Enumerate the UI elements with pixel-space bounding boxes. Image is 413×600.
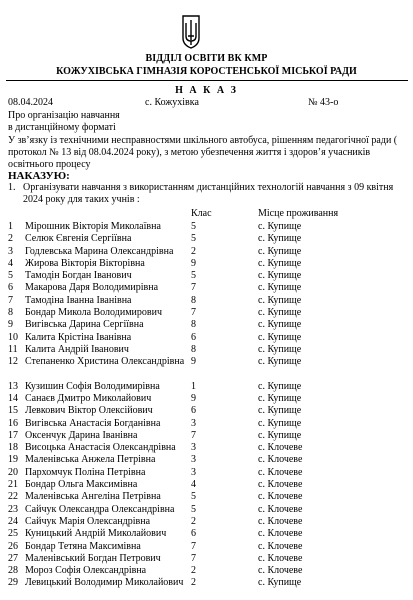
row-number: 25 xyxy=(8,528,18,540)
table-row xyxy=(0,405,413,417)
student-class: 5 xyxy=(191,491,196,503)
table-row xyxy=(0,295,413,307)
table-row xyxy=(0,393,413,405)
student-name: Тамодіна Іванна Іванівна xyxy=(25,294,132,306)
student-name: Вигівська Анастасія Богданівна xyxy=(25,417,161,429)
row-number: 23 xyxy=(8,503,18,515)
student-residence: с. Купище xyxy=(258,429,302,441)
student-class: 3 xyxy=(191,417,196,429)
student-class: 6 xyxy=(191,528,196,540)
student-class: 2 xyxy=(191,577,196,589)
row-number: 20 xyxy=(8,466,18,478)
student-name: Калита Крістіна Іванівна xyxy=(25,331,132,343)
table-row xyxy=(0,246,413,258)
student-residence: с. Клочеве xyxy=(258,515,303,527)
student-residence: с. Купище xyxy=(258,380,302,392)
school-title: КОЖУХІВСЬКА ГІМНАЗІЯ КОРОСТЕНСЬКОЇ МІСЬКОЇ РАДИ xyxy=(56,66,357,77)
student-residence: с. Купище xyxy=(258,405,302,417)
table-row xyxy=(0,491,413,503)
student-name: Левицький Володимир Миколайович xyxy=(25,577,184,589)
table-row xyxy=(0,418,413,430)
student-name: Сайчук Марія Олександрівна xyxy=(25,515,151,527)
row-number: 12 xyxy=(8,356,18,368)
student-residence: с. Клочеве xyxy=(258,565,303,577)
student-residence: с. Клочеве xyxy=(258,442,303,454)
student-residence: с. Купище xyxy=(258,343,302,355)
student-residence: с. Купище xyxy=(258,233,302,245)
student-name: Годлевська Марина Олександрівна xyxy=(25,245,174,257)
student-residence: с. Купище xyxy=(258,392,302,404)
student-class: 3 xyxy=(191,454,196,466)
student-class: 7 xyxy=(191,307,196,319)
student-class: 8 xyxy=(191,319,196,331)
student-class: 5 xyxy=(191,503,196,515)
order-number: № 43-о xyxy=(308,97,339,108)
student-residence: с. Клочеве xyxy=(258,491,303,503)
row-number: 18 xyxy=(8,442,18,454)
order-place: с. Кожухівка xyxy=(145,97,199,108)
student-name: Степаненко Христина Олександрівна xyxy=(25,356,185,368)
subject-line-2: в дистанційному форматі xyxy=(8,122,116,133)
table-row xyxy=(0,577,413,589)
row-number: 15 xyxy=(8,405,18,417)
student-class: 8 xyxy=(191,294,196,306)
student-residence: с. Купище xyxy=(258,356,302,368)
row-number: 2 xyxy=(8,233,13,245)
student-residence: с. Купище xyxy=(258,245,302,257)
student-residence: с. Купище xyxy=(258,319,302,331)
table-row xyxy=(0,467,413,479)
table-row xyxy=(0,381,413,393)
student-name: Бондар Микола Володимирович xyxy=(25,307,162,319)
student-residence: с. Клочеве xyxy=(258,528,303,540)
student-name: Мороз Софія Олександрівна xyxy=(25,565,147,577)
student-name: Макарова Даря Володимирівна xyxy=(25,282,159,294)
student-name: Кузишин Софія Володимирівна xyxy=(25,380,160,392)
student-residence: с. Купище xyxy=(258,417,302,429)
row-number: 5 xyxy=(8,270,13,282)
table-row xyxy=(0,565,413,577)
table-row xyxy=(0,282,413,294)
trident-emblem-icon xyxy=(180,14,202,50)
student-class: 6 xyxy=(191,331,196,343)
row-number: 4 xyxy=(8,257,13,269)
student-name: Жирова Вікторія Вікторівна xyxy=(25,257,145,269)
student-name: Бондар Тетяна Максимівна xyxy=(25,540,141,552)
student-name: Маленівська Ангеліна Петрівна xyxy=(25,491,161,503)
student-residence: с. Клочеве xyxy=(258,479,303,491)
table-row xyxy=(0,356,413,380)
table-row xyxy=(0,479,413,491)
row-number: 14 xyxy=(8,392,18,404)
student-name: Висоцька Анастасія Олександрівна xyxy=(25,442,176,454)
item-number: 1. xyxy=(8,182,16,193)
student-class: 9 xyxy=(191,392,196,404)
student-residence: с. Купище xyxy=(258,221,302,232)
department-title: ВІДДІЛ ОСВІТИ ВК КМР xyxy=(145,53,268,64)
column-header-residence: Місце проживання xyxy=(258,208,339,219)
student-residence: с. Клочеве xyxy=(258,503,303,515)
student-name: Сайчук Олександра Олександрівна xyxy=(25,503,175,515)
student-residence: с. Купище xyxy=(258,282,302,294)
table-row xyxy=(0,332,413,344)
row-number: 28 xyxy=(8,565,18,577)
student-residence: с. Купище xyxy=(258,294,302,306)
student-class: 2 xyxy=(191,515,196,527)
row-number: 13 xyxy=(8,380,18,392)
table-row xyxy=(0,504,413,516)
row-number: 29 xyxy=(8,577,18,589)
student-class: 5 xyxy=(191,221,196,232)
header-divider xyxy=(6,80,408,81)
row-number: 3 xyxy=(8,245,13,257)
student-name: Левкович Віктор Олексійович xyxy=(25,405,153,417)
subject-line-1: Про організацію навчання xyxy=(8,110,120,121)
row-number: 19 xyxy=(8,454,18,466)
student-name: Санаєв Дмитро Миколайович xyxy=(25,392,152,404)
table-row xyxy=(0,233,413,245)
row-number: 8 xyxy=(8,307,13,319)
student-residence: с. Клочеве xyxy=(258,552,303,564)
student-name: Калита Андрій Іванович xyxy=(25,343,129,355)
table-row xyxy=(0,454,413,466)
student-residence: с. Купище xyxy=(258,577,302,589)
student-residence: с. Купище xyxy=(258,257,302,269)
student-class: 8 xyxy=(191,343,196,355)
order-heading: НАКАЗУЮ: xyxy=(8,170,70,182)
column-header-class: Клас xyxy=(191,208,212,219)
student-class: 9 xyxy=(191,356,196,368)
table-row xyxy=(0,307,413,319)
student-class: 1 xyxy=(191,380,196,392)
student-residence: с. Клочеве xyxy=(258,466,303,478)
row-number: 7 xyxy=(8,294,13,306)
table-row xyxy=(0,430,413,442)
table-row xyxy=(0,270,413,282)
student-name: Оксенчук Дарина Іванівна xyxy=(25,429,138,441)
student-class: 7 xyxy=(191,282,196,294)
table-row xyxy=(0,319,413,331)
table-row xyxy=(0,528,413,540)
student-class: 7 xyxy=(191,540,196,552)
table-row xyxy=(0,553,413,565)
preamble-text: У зв’язку із технічними несправностями шкільного автобуса, рішенням педагогічної ради ( протокол № 13 від 08.04.2024 року), з метою убезпечення життя і здоров’я учасників освітнього процесу xyxy=(8,135,398,170)
student-name: Куницький Андрій Миколайович xyxy=(25,528,167,540)
student-residence: с. Купище xyxy=(258,307,302,319)
row-number: 10 xyxy=(8,331,18,343)
student-class: 2 xyxy=(191,245,196,257)
table-row xyxy=(0,258,413,270)
row-number: 24 xyxy=(8,515,18,527)
table-row xyxy=(0,221,413,233)
row-number: 6 xyxy=(8,282,13,294)
student-class: 7 xyxy=(191,429,196,441)
student-class: 9 xyxy=(191,257,196,269)
student-name: Вигівська Дарина Сергіївна xyxy=(25,319,144,331)
item-text: Організувати навчання з використанням дистанційних технологій навчання з 09 квітня 2024 року для таких учнів : xyxy=(23,182,394,205)
student-class: 5 xyxy=(191,270,196,282)
student-residence: с. Клочеве xyxy=(258,454,303,466)
student-class: 3 xyxy=(191,466,196,478)
student-class: 3 xyxy=(191,442,196,454)
student-name: Бондар Ольга Максимівна xyxy=(25,479,138,491)
student-residence: с. Клочеве xyxy=(258,540,303,552)
table-row xyxy=(0,541,413,553)
student-name: Пархомчук Поліна Петрівна xyxy=(25,466,146,478)
row-number: 11 xyxy=(8,343,18,355)
row-number: 22 xyxy=(8,491,18,503)
student-name: Тамодін Богдан Іванович xyxy=(25,270,132,282)
student-list xyxy=(0,221,413,590)
student-residence: с. Купище xyxy=(258,270,302,282)
row-number: 26 xyxy=(8,540,18,552)
row-number: 1 xyxy=(8,221,13,232)
student-class: 4 xyxy=(191,479,196,491)
student-residence: с. Купище xyxy=(258,331,302,343)
row-number: 9 xyxy=(8,319,13,331)
table-row xyxy=(0,442,413,454)
table-row xyxy=(0,516,413,528)
row-number: 16 xyxy=(8,417,18,429)
row-number: 17 xyxy=(8,429,18,441)
order-date: 08.04.2024 xyxy=(8,97,53,108)
student-name: Селюк Євгенія Сергіївна xyxy=(25,233,132,245)
table-row xyxy=(0,344,413,356)
student-name: Маленівський Богдан Петрович xyxy=(25,552,161,564)
row-number: 27 xyxy=(8,552,18,564)
student-class: 5 xyxy=(191,233,196,245)
student-name: Маленівська Анжела Петрівна xyxy=(25,454,156,466)
student-class: 7 xyxy=(191,552,196,564)
row-number: 21 xyxy=(8,479,18,491)
document-title: Н А К А З xyxy=(175,85,238,96)
student-class: 6 xyxy=(191,405,196,417)
student-class: 2 xyxy=(191,565,196,577)
student-name: Мірошник Вікторія Миколаївна xyxy=(25,221,161,232)
